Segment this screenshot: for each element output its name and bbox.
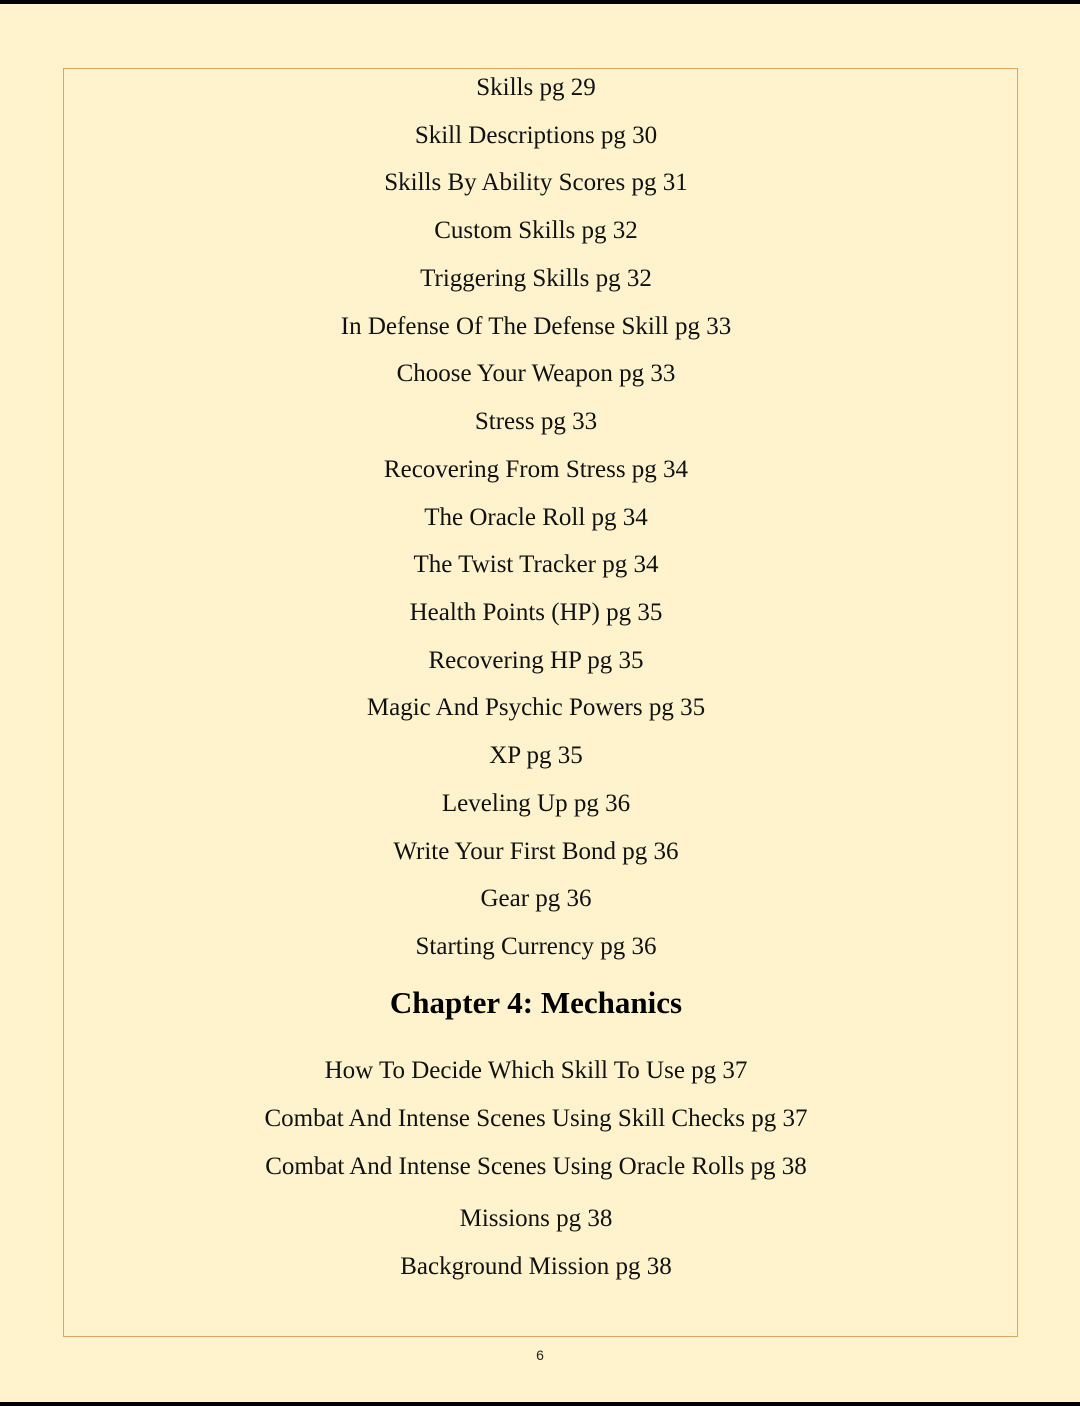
top-border-bar — [0, 0, 1080, 4]
toc-entry[interactable]: Recovering HP pg 35 — [428, 647, 644, 674]
toc-entry[interactable]: In Defense Of The Defense Skill pg 33 — [340, 313, 732, 340]
toc-entry[interactable]: Magic And Psychic Powers pg 35 — [366, 694, 706, 721]
page-number: 6 — [536, 1347, 544, 1363]
toc-entry[interactable]: Stress pg 33 — [474, 408, 598, 435]
toc-entry[interactable]: XP pg 35 — [489, 742, 583, 769]
toc-entry[interactable]: Triggering Skills pg 32 — [420, 265, 652, 292]
toc-entry[interactable]: Skill Descriptions pg 30 — [414, 122, 658, 149]
toc-entry[interactable]: Choose Your Weapon pg 33 — [396, 360, 676, 387]
toc-entry[interactable]: Gear pg 36 — [480, 885, 592, 912]
bottom-border-bar — [0, 1402, 1080, 1406]
toc-entry[interactable]: The Oracle Roll pg 34 — [424, 504, 648, 531]
toc-entry[interactable]: Starting Currency pg 36 — [415, 933, 657, 960]
chapter-heading: Chapter 4: Mechanics — [389, 985, 683, 1020]
toc-entry[interactable]: Background Mission pg 38 — [400, 1253, 672, 1280]
toc-entry[interactable]: Skills pg 29 — [476, 74, 596, 101]
toc-entry[interactable]: Combat And Intense Scenes Using Skill Checks pg 37 — [264, 1105, 808, 1132]
toc-entry[interactable]: Combat And Intense Scenes Using Oracle Rolls pg 38 — [265, 1153, 807, 1180]
toc-entry[interactable]: Custom Skills pg 32 — [434, 217, 638, 244]
toc-entry[interactable]: Missions pg 38 — [459, 1205, 613, 1232]
toc-entry[interactable]: Health Points (HP) pg 35 — [409, 599, 663, 626]
toc-entry[interactable]: Write Your First Bond pg 36 — [393, 838, 679, 865]
toc-entry[interactable]: How To Decide Which Skill To Use pg 37 — [324, 1057, 748, 1084]
toc-entry[interactable]: The Twist Tracker pg 34 — [413, 551, 659, 578]
toc-entry[interactable]: Skills By Ability Scores pg 31 — [384, 169, 688, 196]
toc-entry[interactable]: Recovering From Stress pg 34 — [383, 456, 689, 483]
toc-entry[interactable]: Leveling Up pg 36 — [441, 790, 631, 817]
